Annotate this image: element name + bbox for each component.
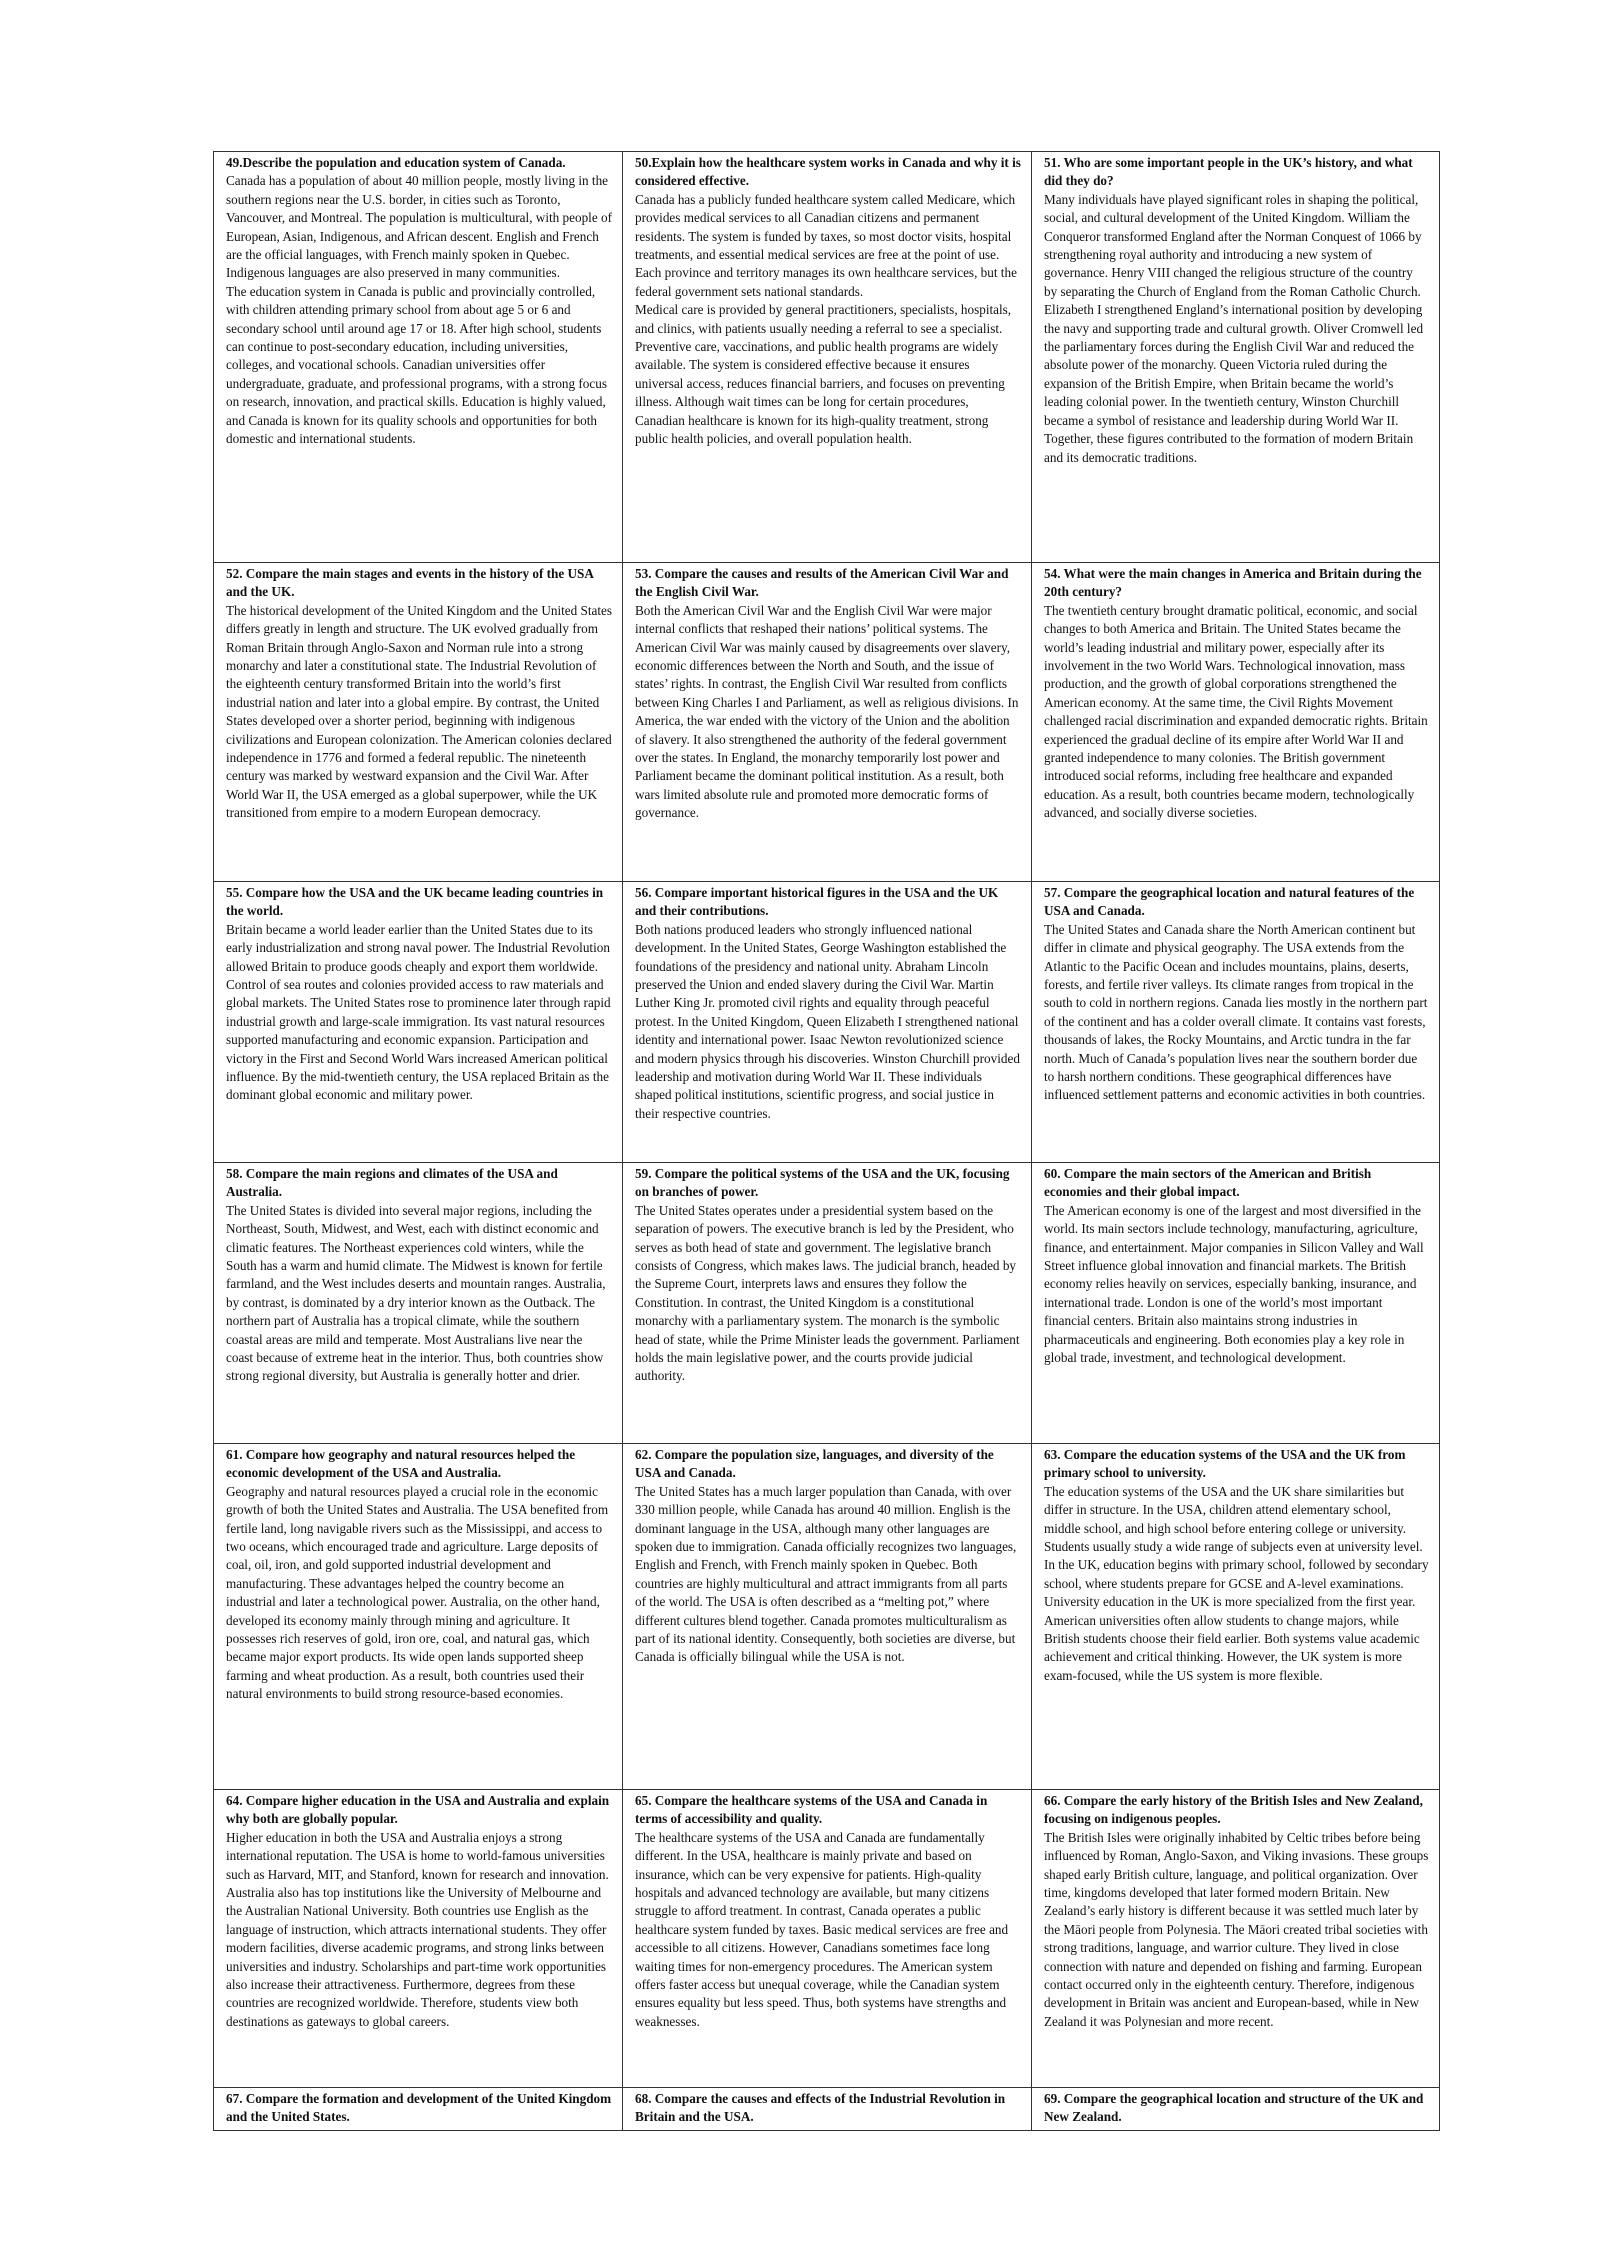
question-heading [635, 1792, 1021, 1829]
question-number: 61. [226, 1447, 243, 1462]
question-heading [635, 1165, 1021, 1202]
answer-paragraph: The United States operates under a presidential system based on the separation of powers. The executive branch is led by the President, who serves as both head of state and government. The legislative branch consists of Congress, which makes laws. The judicial branch, headed by the Supreme Court, interprets laws and ensures they follow the Constitution. In contrast, the United Kingdom is a constitutional monarchy with a parliamentary system. The monarch is the symbolic head of state, while the Prime Minister leads the government. Parliament holds the main legislative power, and the courts provide judicial authority. [635, 1202, 1020, 1384]
question-heading [226, 154, 612, 172]
question-number: 59. [635, 1166, 652, 1181]
question-heading [1044, 565, 1429, 602]
table-row [214, 1444, 1440, 1790]
question-cell [623, 152, 1032, 563]
answer-paragraph: Both nations produced leaders who strongly influenced national development. In the United States, George Washington established the foundations of the presidency and national unity. Abraham Lincoln preserved the Union and ended slavery during the Civil War. Martin Luther King Jr. promoted civil rights and equality through peaceful protest. In the United Kingdom, Queen Elizabeth I strengthened national identity and international power. Isaac Newton revolutionized science and modern physics through his discoveries. Winston Churchill provided leadership and motivation during World War II. These individuals shaped political institutions, scientific progress, and social justice in their respective countries. [635, 921, 1020, 1121]
question-heading [1044, 884, 1429, 921]
question-text: Compare how the USA and the UK became leading countries in the world. [226, 885, 604, 919]
question-cell [214, 1790, 623, 2088]
question-text: Compare the formation and development of the United Kingdom and the United States. [226, 2091, 612, 2125]
answer-paragraph: The American economy is one of the largest and most diversified in the world. Its main sectors include technology, manufacturing, agriculture, finance, and entertainment. Major companies in Silicon Valley and Wall Street influence global innovation and financial markets. The British economy relies heavily on services, especially banking, insurance, and international trade. London is one of the world’s most important financial centers. Britain also maintains strong industries in pharmaceuticals and engineering. Both economies play a key role in global trade, investment, and technological development. [1044, 1202, 1424, 1366]
question-text: Compare the political systems of the USA and the UK, focusing on branches of power. [635, 1166, 1010, 1200]
question-number: 66. [1044, 1793, 1061, 1808]
question-number: 67. [226, 2091, 243, 2106]
question-heading [635, 1446, 1021, 1483]
answer-paragraph: Many individuals have played significant roles in shaping the political, social, and cultural development of the United Kingdom. William the Conqueror transformed England after the Norman Conquest of 1066 by strengthening royal authority and introducing a new system of governance. Henry VIII changed the religious structure of the country by separating the Church of England from the Roman Catholic Church. Elizabeth I strengthened England’s international position by developing the navy and supporting trade and cultural growth. Oliver Cromwell led the parliamentary forces during the English Civil War and reduced the absolute power of the monarchy. Queen Victoria ruled during the expansion of the British Empire, when Britain became the world’s leading colonial power. In the twentieth century, Winston Churchill became a symbol of resistance and leadership during World War II. Together, these figures contributed to the formation of modern Britain and its democratic traditions. [1044, 191, 1424, 465]
question-cell [1032, 1790, 1440, 2088]
table-row [214, 882, 1440, 1163]
question-cell [623, 2088, 1032, 2131]
question-cell [214, 2088, 623, 2131]
question-number: 49. [226, 155, 243, 170]
question-text: Compare the education systems of the USA and the UK from primary school to university. [1044, 1447, 1406, 1481]
question-text: Compare the healthcare systems of the USA and Canada in terms of accessibility and quality. [635, 1793, 988, 1827]
question-cell [623, 1790, 1032, 2088]
answer-paragraph: The twentieth century brought dramatic political, economic, and social changes to both America and Britain. The United States became the world’s leading industrial and military power, especially after its involvement in the two World Wars. Technological innovation, mass production, and the growth of global corporations strengthened the American economy. At the same time, the Civil Rights Movement challenged racial discrimination and expanded democratic rights. Britain experienced the gradual decline of its empire after World War II and granted independence to many colonies. The British government introduced social reforms, including free healthcare and expanded education. As a result, both countries became modern, technologically advanced, and socially diverse societies. [1044, 602, 1428, 821]
question-cell [214, 1444, 623, 1790]
answer-paragraph: Geography and natural resources played a crucial role in the economic growth of both the United States and Australia. The USA benefited from fertile land, long navigable rivers such as the Mississippi, and access to two oceans, which encouraged trade and agriculture. Large deposits of coal, oil, iron, and gold supported industrial development and manufacturing. These advantages helped the country become an industrial and later a technological power. Australia, on the other hand, developed its economy mainly through mining and agriculture. It possesses rich reserves of gold, iron ore, coal, and natural gas, which became major export products. Its wide open lands supported sheep farming and wheat production. As a result, both countries used their natural environments to build strong resource-based economies. [226, 1483, 609, 1702]
question-text: Who are some important people in the UK’s history, and what did they do? [1044, 155, 1413, 189]
question-number: 53. [635, 566, 652, 581]
question-heading [1044, 1165, 1429, 1202]
answer-paragraph: The education system in Canada is public and provincially controlled, with children attending primary school from about age 5 or 6 and secondary school until around age 17 or 18. After high school, students can continue to post-secondary education, including universities, colleges, and vocational schools. Canadian universities offer undergraduate, graduate, and professional programs, with a strong focus on research, innovation, and practical skills. Education is highly valued, and Canada is known for its quality schools and opportunities for both domestic and international students. [226, 283, 607, 447]
question-number: 64. [226, 1793, 243, 1808]
answer-paragraph: Canada has a population of about 40 million people, mostly living in the southern regions near the U.S. border, in cities such as Toronto, Vancouver, and Montreal. The population is multicultural, with people of European, Asian, Indigenous, and African descent. English and French are the official languages, with French mainly spoken in Quebec. Indigenous languages are also preserved in many communities. [226, 173, 612, 281]
question-text: Describe the population and education system of Canada. [242, 155, 566, 170]
question-cell [1032, 1163, 1440, 1444]
question-number: 57. [1044, 885, 1061, 900]
question-cell [623, 1163, 1032, 1444]
question-cell [214, 152, 623, 563]
question-heading [635, 884, 1021, 921]
question-heading [1044, 1792, 1429, 1829]
question-number: 51. [1044, 155, 1061, 170]
question-heading [1044, 1446, 1429, 1483]
answer-paragraph: The British Isles were originally inhabited by Celtic tribes before being influenced by Roman, Anglo-Saxon, and Viking invasions. These groups shaped early British culture, language, and political organization. Over time, kingdoms developed that later formed modern Britain. New Zealand’s early history is different because it was settled much later by the Māori people from Polynesia. The Māori created tribal societies with strong traditions, language, and warrior culture. They lived in close connection with nature and depended on fishing and farming. European contact occurred only in the eighteenth century. Therefore, indigenous development in Britain was ancient and European-based, while in New Zealand it was Polynesian and more recent. [1044, 1829, 1429, 2029]
question-text: Compare important historical figures in the USA and the UK and their contributions. [635, 885, 999, 919]
question-text: Compare how geography and natural resources helped the economic development of the USA and Australia. [226, 1447, 576, 1481]
question-heading [1044, 154, 1429, 191]
question-number: 52. [226, 566, 243, 581]
question-text: Compare higher education in the USA and Australia and explain why both are globally popular. [226, 1793, 610, 1827]
question-heading [226, 1446, 612, 1483]
answer-paragraph: The United States is divided into several major regions, including the Northeast, South, Midwest, and West, each with distinct economic and climatic features. The Northeast experiences cold winters, while the South has a warm and humid climate. The Midwest is known for fertile farmland, and the West includes deserts and mountain ranges. Australia, by contrast, is dominated by a dry interior known as the Outback. The northern part of Australia has a tropical climate, while the southern coastal areas are mild and temperate. Most Australians live near the coast because of extreme heat in the interior. Thus, both countries show strong regional diversity, but Australia is generally hotter and drier. [226, 1202, 606, 1384]
question-number: 65. [635, 1793, 652, 1808]
question-cell [214, 563, 623, 882]
document-page [213, 151, 1439, 2131]
table-row [214, 1163, 1440, 1444]
answer-paragraph: The education systems of the USA and the UK share similarities but differ in structure. In the USA, children attend elementary school, middle school, and high school before entering college or university. Students usually study a wide range of subjects even at university level. In the UK, education begins with primary school, followed by secondary school, where students prepare for GCSE and A-level examinations. University education in the UK is more specialized from the first year. American universities often allow students to change majors, while British students choose their field earlier. Both systems value academic achievement and critical thinking. However, the UK system is more exam-focused, while the US system is more flexible. [1044, 1483, 1429, 1683]
question-heading [1044, 2090, 1429, 2127]
question-cell [1032, 563, 1440, 882]
question-heading [635, 2090, 1021, 2127]
question-number: 63. [1044, 1447, 1061, 1462]
question-cell [1032, 882, 1440, 1163]
question-cell [623, 563, 1032, 882]
question-text: Compare the population size, languages, and diversity of the USA and Canada. [635, 1447, 994, 1481]
question-heading [226, 565, 612, 602]
table-row [214, 1790, 1440, 2088]
question-text: What were the main changes in America and Britain during the 20th century? [1044, 566, 1422, 600]
question-text: Compare the causes and results of the American Civil War and the English Civil War. [635, 566, 1009, 600]
question-number: 50. [635, 155, 652, 170]
question-cell [623, 882, 1032, 1163]
answer-paragraph: The healthcare systems of the USA and Canada are fundamentally different. In the USA, healthcare is mainly private and based on insurance, which can be very expensive for patients. High-quality hospitals and advanced technology are available, but many citizens struggle to afford treatment. In contrast, Canada operates a public healthcare system funded by taxes. Basic medical services are free and accessible to all citizens. However, Canadians sometimes face long waiting times for non-emergency procedures. The American system offers faster access but unequal coverage, while the Canadian system ensures equality but less speed. Thus, both systems have strengths and weaknesses. [635, 1829, 1009, 2029]
question-text: Compare the geographical location and structure of the UK and New Zealand. [1044, 2091, 1424, 2125]
question-number: 58. [226, 1166, 243, 1181]
answer-paragraph: Canada has a publicly funded healthcare system called Medicare, which provides medical services to all Canadian citizens and permanent residents. The system is funded by taxes, so most doctor visits, hospital treatments, and essential medical services are free at the point of use. Each province and territory manages its own healthcare services, but the federal government sets national standards. [635, 191, 1017, 299]
question-number: 54. [1044, 566, 1061, 581]
answer-paragraph: The United States has a much larger population than Canada, with over 330 million people, while Canada has around 40 million. English is the dominant language in the USA, although many other languages are spoken due to immigration. Canada officially recognizes two languages, English and French, with French mainly spoken in Quebec. Both countries are highly multicultural and attract immigrants from all parts of the world. The USA is often described as a “melting pot,” where different cultures blend together. Canada promotes multiculturalism as part of its national identity. Consequently, both societies are diverse, but Canada is officially bilingual while the USA is not. [635, 1483, 1017, 1665]
question-cell [1032, 2088, 1440, 2131]
question-heading [226, 1792, 612, 1829]
question-text: Compare the main regions and climates of the USA and Australia. [226, 1166, 558, 1200]
question-number: 69. [1044, 2091, 1061, 2106]
question-number: 55. [226, 885, 243, 900]
questions-table [213, 151, 1440, 2131]
question-number: 60. [1044, 1166, 1061, 1181]
question-cell [623, 1444, 1032, 1790]
question-cell [1032, 1444, 1440, 1790]
question-heading [226, 884, 612, 921]
question-text: Compare the geographical location and natural features of the USA and Canada. [1044, 885, 1415, 919]
question-number: 56. [635, 885, 652, 900]
question-heading [226, 1165, 612, 1202]
answer-paragraph: Britain became a world leader earlier than the United States due to its early industrialization and strong naval power. The Industrial Revolution allowed Britain to produce goods cheaply and export them worldwide. Control of sea routes and colonies provided access to raw materials and global markets. The United States rose to prominence later through rapid industrial growth and large-scale immigration. Its vast natural resources supported manufacturing and economic expansion. Participation and victory in the First and Second World Wars increased American political influence. By the mid-twentieth century, the USA replaced Britain as the dominant global economic and military power. [226, 921, 611, 1103]
table-row [214, 2088, 1440, 2131]
answer-paragraph: Both the American Civil War and the English Civil War were major internal conflicts that reshaped their nations’ political systems. The American Civil War was mainly caused by disagreements over slavery, economic differences between the North and South, and the issue of states’ rights. In contrast, the English Civil War resulted from conflicts between King Charles I and Parliament, as well as religious divisions. In America, the war ended with the victory of the Union and the abolition of slavery. It also strengthened the authority of the federal government over the states. In England, the monarchy temporarily lost power and Parliament became the dominant political institution. As a result, both wars limited absolute rule and promoted more democratic forms of governance. [635, 602, 1019, 821]
question-text: Compare the main stages and events in the history of the USA and the UK. [226, 566, 594, 600]
question-text: Compare the causes and effects of the Industrial Revolution in Britain and the USA. [635, 2091, 1006, 2125]
question-cell [214, 1163, 623, 1444]
answer-paragraph: The historical development of the United Kingdom and the United States differs greatly in length and structure. The UK evolved gradually from Roman Britain through Anglo-Saxon and Norman rule into a strong monarchy and later a constitutional state. The Industrial Revolution of the eighteenth century transformed Britain into the world’s first industrial nation and later into a global empire. By contrast, the United States developed over a shorter period, beginning with indigenous civilizations and European colonization. The American colonies declared independence in 1776 and formed a federal republic. The nineteenth century was marked by westward expansion and the Civil War. After World War II, the USA emerged as a global superpower, while the UK transitioned from empire to a modern European democracy. [226, 602, 613, 821]
question-number: 68. [635, 2091, 652, 2106]
question-text: Compare the main sectors of the American and British economies and their global impact. [1044, 1166, 1372, 1200]
question-text: Compare the early history of the British Isles and New Zealand, focusing on indigenous peoples. [1044, 1793, 1423, 1827]
question-cell [1032, 152, 1440, 563]
question-heading [635, 154, 1021, 191]
table-row [214, 152, 1440, 563]
question-text: Explain how the healthcare system works in Canada and why it is considered effective. [635, 155, 1021, 189]
question-heading [635, 565, 1021, 602]
question-cell [214, 882, 623, 1163]
table-row [214, 563, 1440, 882]
question-number: 62. [635, 1447, 652, 1462]
answer-paragraph: Higher education in both the USA and Australia enjoys a strong international reputation. The USA is home to world-famous universities such as Harvard, MIT, and Stanford, known for research and innovation. Australia also has top institutions like the University of Melbourne and the Australian National University. Both countries use English as the language of instruction, which attracts international students. They offer modern facilities, diverse academic programs, and strong links between universities and industry. Scholarships and part-time work opportunities also increase their attractiveness. Furthermore, degrees from these countries are recognized worldwide. Therefore, students view both destinations as gateways to global careers. [226, 1829, 609, 2029]
answer-paragraph: The United States and Canada share the North American continent but differ in climate and physical geography. The USA extends from the Atlantic to the Pacific Ocean and includes mountains, plains, deserts, forests, and fertile river valleys. Its climate ranges from tropical in the south to cold in northern regions. Canada lies mostly in the northern part of the continent and has a colder overall climate. It contains vast forests, thousands of lakes, the Rocky Mountains, and Arctic tundra in the far north. Much of Canada’s population lives near the southern border due to harsh northern conditions. These geographical differences have influenced settlement patterns and economic activities in both countries. [1044, 921, 1428, 1103]
question-heading [226, 2090, 612, 2127]
answer-paragraph: Medical care is provided by general practitioners, specialists, hospitals, and clinics, with patients usually needing a referral to see a specialist. Preventive care, vaccinations, and public health programs are widely available. The system is considered effective because it ensures universal access, reduces financial barriers, and focuses on preventing illness. Although wait times can be long for certain procedures, Canadian healthcare is known for its high-quality treatment, strong public health policies, and overall population health. [635, 302, 1012, 447]
